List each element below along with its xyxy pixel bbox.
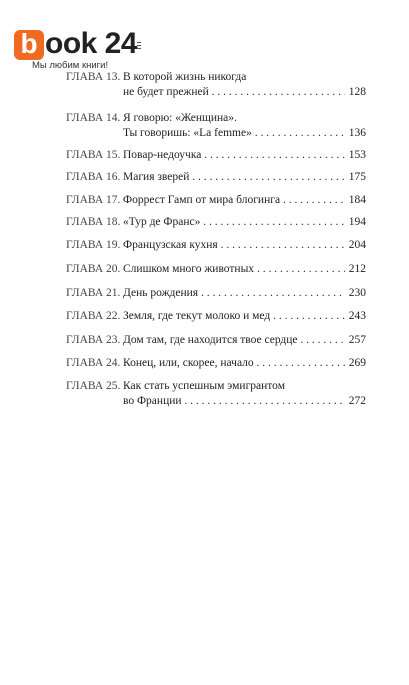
toc-entry-21 [66,286,366,301]
toc-entry-16 [66,170,366,185]
logo-dots-icon [137,42,141,51]
toc-title-line: не будет прежней [123,86,209,98]
toc-chapter-label: ГЛАВА 13. [66,71,121,83]
toc-title-line: Как стать успешным эмигрантом [123,380,285,392]
toc-page-number: 194 [345,215,366,230]
logo-letter-b: b [14,30,44,60]
toc-entry-25 [66,379,366,409]
toc-chapter-label: ГЛАВА 24. [66,357,121,369]
toc-page-number: 204 [345,238,366,253]
toc-page-number: 153 [345,148,366,163]
toc-chapter-label: ГЛАВА 16. [66,171,121,183]
toc-page-number: 272 [345,394,366,409]
toc-entry-24 [66,356,366,371]
toc-title-line: Магия зверей [123,171,190,183]
toc-chapter-label: ГЛАВА 14. [66,112,121,124]
toc-title-line: Конец, или, скорее, начало [123,357,254,369]
toc-chapter-label: ГЛАВА 19. [66,239,121,251]
toc-entry-13 [66,70,366,100]
toc-title-line: День рождения [123,287,199,299]
toc-page-number: 257 [345,333,366,348]
toc-title-line: В которой жизнь никогда [123,71,247,83]
toc-chapter-label: ГЛАВА 15. [66,149,121,161]
toc-chapter-label: ГЛАВА 21. [66,287,121,299]
toc-entry-14 [66,111,366,141]
logo-wordmark: ook 24 [45,27,138,60]
toc-chapter-label: ГЛАВА 22. [66,310,121,322]
toc-page-number: 230 [345,286,366,301]
book24-logo [14,27,144,75]
toc-title-line: Ты говоришь: «La femme» [123,127,252,139]
toc-title-line: Слишком много животных [123,263,255,275]
toc-page-number: 128 [345,85,366,100]
toc-chapter-label: ГЛАВА 18. [66,216,121,228]
toc-page-number: 269 [345,356,366,371]
toc-title-line: во Франции [123,395,182,407]
toc-title-line: Дом там, где находится твое сердце [123,334,298,346]
toc-title-line: Повар-недоучка [123,149,202,161]
toc-title-line: Французская кухня [123,239,218,251]
toc-chapter-label: ГЛАВА 20. [66,263,121,275]
toc-chapter-label: ГЛАВА 17. [66,194,121,206]
toc-page-number: 243 [345,309,366,324]
toc-page-number: 184 [345,193,366,208]
toc-title-line: Форрест Гамп от мира блогинга [123,194,281,206]
toc-page-number: 136 [345,126,366,141]
toc-title-line: Земля, где текут молоко и мед [123,310,271,322]
toc-page-number: 212 [345,262,366,277]
toc-page-number: 175 [345,170,366,185]
toc-chapter-label: ГЛАВА 25. [66,380,121,392]
toc-entry-17 [66,193,366,208]
toc-chapter-label: ГЛАВА 23. [66,334,121,346]
toc-title-line: Я говорю: «Женщина». [123,112,237,124]
toc-entry-23 [66,333,366,348]
toc-entry-22 [66,309,366,324]
toc-entry-18 [66,215,366,230]
logo-tagline: Мы любим книги! [32,60,109,71]
toc-title-line: «Тур де Франс» [123,216,201,228]
toc-entry-19 [66,238,366,253]
toc-entry-20 [66,262,366,277]
toc-entry-15 [66,148,366,163]
